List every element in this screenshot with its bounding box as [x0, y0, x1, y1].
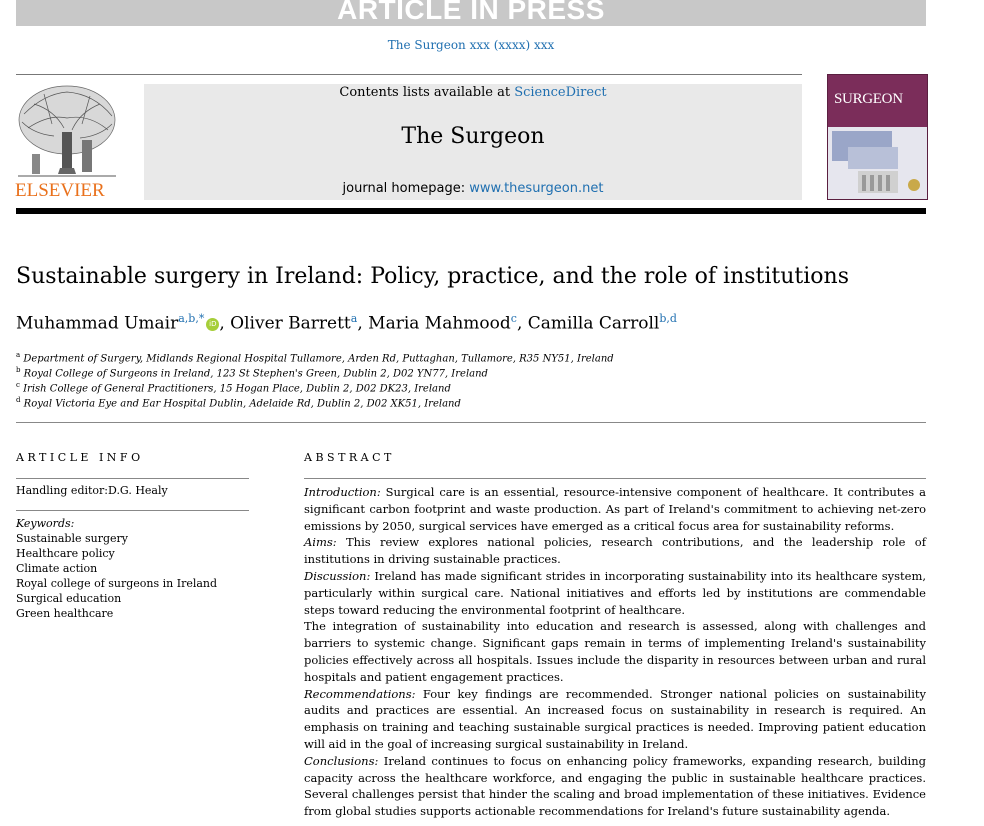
author-name[interactable]: Oliver Barrett: [230, 313, 351, 334]
author-name[interactable]: Muhammad Umair: [16, 313, 179, 334]
abstract-paragraph: [304, 686, 926, 753]
journal-homepage-link[interactable]: www.thesurgeon.net: [469, 181, 604, 196]
affiliation: [16, 393, 614, 408]
affiliation: [16, 363, 614, 378]
abstract-section-text: Ireland has made significant strides in incorporating sustainability into its healthcare system, particularly within surgical care. National initiatives and efforts led by institutions are commendable steps toward reducing the environmental footprint of healthcare.: [304, 568, 926, 617]
author-affil-link[interactable]: c: [510, 312, 517, 325]
keyword: Surgical education: [16, 592, 122, 605]
affiliation: [16, 348, 614, 363]
abstract-body: [304, 484, 926, 820]
affiliation-text: Royal Victoria Eye and Ear Hospital Dublin, Adelaide Rd, Dublin 2, D02 XK51, Ireland: [23, 398, 461, 410]
keyword: Climate action: [16, 562, 98, 575]
abstract-paragraph: [304, 484, 926, 534]
author-list: Muhammad Umair$^{a,b,*}$ iD , Oliver Barrett$^a$, Maria Mahmood$^c$, Camilla Carroll$^{b,d}$: [16, 312, 677, 334]
abstract-section-label: Introduction:: [304, 485, 381, 499]
journal-cover-image: [827, 74, 928, 200]
abstract-section-label: Discussion:: [304, 568, 371, 583]
author-affil-link[interactable]: b,d: [659, 312, 677, 325]
abstract-paragraph: [304, 753, 926, 820]
affiliation-list: [16, 348, 614, 408]
abstract-section-text: This review explores national policies, research contributions, and the leadership role of institutions in driving sustainable practices.: [304, 535, 926, 567]
keywords-block: [16, 516, 217, 621]
abstract-heading: ABSTRACT: [304, 451, 395, 464]
journal-title: The Surgeon: [401, 124, 545, 149]
keywords-heading: Keywords:: [16, 517, 75, 530]
affiliation-key: b: [16, 366, 21, 374]
journal-header-box: [144, 84, 802, 200]
affiliation-key: c: [16, 381, 20, 389]
sciencedirect-link[interactable]: ScienceDirect: [514, 85, 607, 100]
affiliation-text: Irish College of General Practitioners, 15 Hogan Place, Dublin 2, D02 DK23, Ireland: [23, 383, 451, 395]
orcid-icon[interactable]: iD: [206, 318, 219, 331]
banner-text: ARTICLE IN PRESS: [337, 0, 605, 25]
article-info-heading: ARTICLE INFO: [16, 451, 144, 464]
elsevier-wordmark: ELSEVIER: [15, 180, 105, 201]
homepage-prefix: journal homepage:: [342, 181, 470, 196]
affiliation-key: a: [16, 351, 21, 359]
abstract-section-text: Ireland continues to focus on enhancing policy frameworks, expanding research, building capacity across the healthcare workforce, and engaging the public in sustainable healthcare practices. Several challenges persist that hinder the scaling and broad implementation of these initiatives. Evidence from global studies supports actionable recommendations for Ireland's future sustainability agenda.: [304, 753, 926, 819]
abstract-section-text: Surgical care is an essential, resource-intensive component of healthcare. It contributes a significant carbon footprint and waste production. As part of Ireland's commitment to achieving net-zero emissions by 2050, surgical services have emerged as a critical focus area for sustainability reforms.: [304, 485, 926, 533]
affiliation-text: Department of Surgery, Midlands Regional Hospital Tullamore, Arden Rd, Puttaghan, Tullamore, R35 NY51, Ireland: [23, 353, 614, 365]
abstract-section-text: The integration of sustainability into education and research is assessed, along with challenges and barriers to systemic change. Significant gaps remain in terms of implementing Ireland's sustainability policies effectively across all hospitals. Issues include the disparity in resources between urban and rural hospitals and patient engagement practices.: [304, 619, 926, 684]
cover-illustration: [828, 127, 927, 199]
keyword: Sustainable surgery: [16, 532, 128, 545]
author-name[interactable]: Maria Mahmood: [368, 313, 511, 334]
journal-citation[interactable]: The Surgeon xxx (xxxx) xxx: [387, 38, 555, 52]
keyword: Green healthcare: [16, 607, 114, 620]
affiliation: [16, 378, 614, 393]
abstract-section-label: Aims:: [304, 535, 337, 550]
header-rule: [16, 74, 802, 75]
cover-title: SURGEON: [834, 91, 903, 107]
article-title: Sustainable surgery in Ireland: Policy, practice, and the role of institutions: [16, 264, 850, 289]
handling-editor: Handling editor:D.G. Healy: [16, 484, 168, 497]
author-affil-link[interactable]: a,b,*: [178, 312, 205, 325]
article-in-press-banner: [16, 0, 926, 26]
affiliation-text: Royal College of Surgeons in Ireland, 123 St Stephen's Green, Dublin 2, D02 YN77, Ireland: [23, 368, 488, 380]
contents-prefix: Contents lists available at: [339, 85, 515, 100]
header-thick-rule: [16, 208, 926, 214]
author-affil-link[interactable]: a: [350, 312, 358, 325]
affiliation-rule: [16, 422, 926, 423]
abstract-paragraph: [304, 568, 926, 618]
homepage-line: [144, 181, 802, 196]
affiliation-key: d: [16, 396, 21, 404]
keyword: Royal college of surgeons in Ireland: [16, 577, 218, 590]
handling-editor-rule: [16, 510, 249, 511]
author-name[interactable]: Camilla Carroll: [527, 313, 660, 334]
contents-line: [144, 85, 802, 100]
abstract-paragraph: [304, 534, 926, 568]
article-info-rule: [16, 478, 249, 479]
abstract-section-text: Four key findings are recommended. Stronger national policies on sustainability audits and practices are essential. An increased focus on sustainability in research is required. An emphasis on training and teaching sustainable surgical practices is needed. Improving patient education will aid in the goal of increasing surgical sustainability in Ireland.: [304, 686, 926, 751]
abstract-rule: [304, 478, 926, 479]
abstract-section-label: Conclusions:: [304, 753, 379, 768]
keyword: Healthcare policy: [16, 547, 115, 560]
abstract-paragraph: [304, 618, 926, 685]
abstract-section-label: Recommendations:: [304, 686, 416, 701]
